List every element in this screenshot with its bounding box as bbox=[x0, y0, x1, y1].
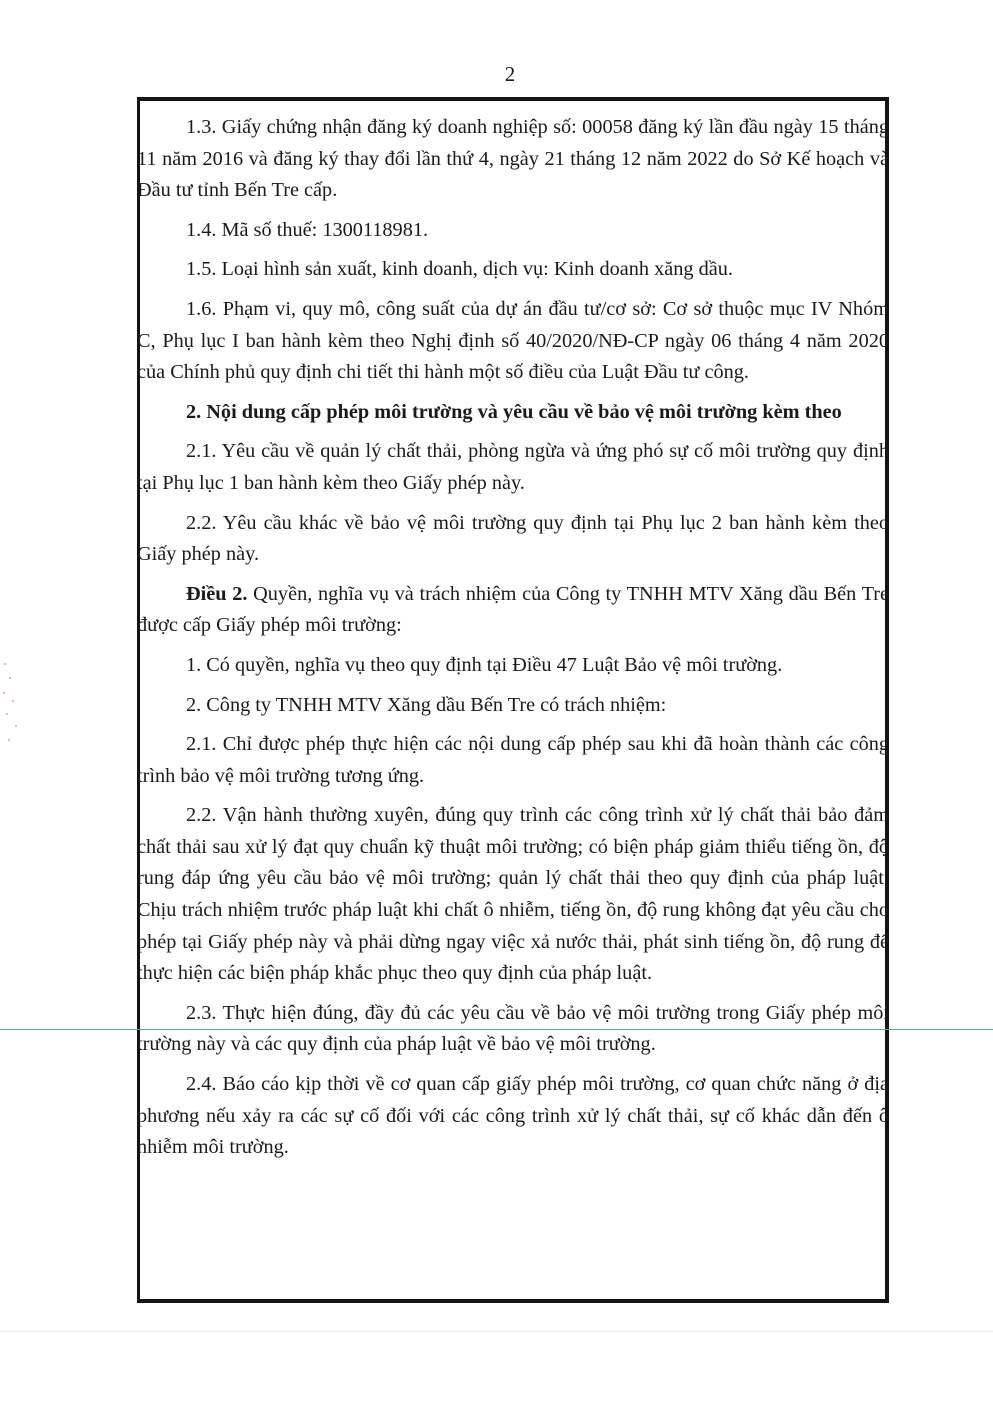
paragraph-1-5: 1.5. Loại hình sản xuất, kinh doanh, dịch vụ: Kinh doanh xăng dầu. bbox=[186, 258, 733, 281]
stamp-residue bbox=[0, 655, 26, 755]
section-2-heading: 2. Nội dung cấp phép môi trường và yêu cầu về bảo vệ môi trường kèm theo bbox=[186, 400, 842, 423]
page-number: 2 bbox=[504, 62, 516, 86]
article-2-label: Điều 2. bbox=[186, 582, 248, 605]
article-2-item-2-2: 2.2. Vận hành thường xuyên, đúng quy trình các công trình xử lý chất thải bảo đảm chất thải sau xử lý đạt quy chuẩn kỹ thuật môi trường; có biện pháp giảm thiểu tiếng ồn, độ rung đáp ứng yêu cầu bảo vệ môi trường; quản lý chất thải theo quy định của pháp luật. Chịu trách nhiệm trước pháp luật khi chất ô nhiễm, tiếng ồn, độ rung không đạt yêu cầu cho phép tại Giấy phép này và phải dừng ngay việc xả nước thải, phát sinh tiếng ồn, độ rung để thực hiện các biện pháp khắc phục theo quy định của pháp luật. bbox=[137, 804, 889, 985]
paragraph-1-6: 1.6. Phạm vi, quy mô, công suất của dự án đầu tư/cơ sở: Cơ sở thuộc mục IV Nhóm C, Phụ lục I ban hành kèm theo Nghị định số 40/2020/NĐ-CP ngày 06 tháng 4 năm 2020 của Chính phủ quy định chi tiết thi hành một số điều của Luật Đầu tư công. bbox=[137, 297, 889, 384]
article-2-item-2-1: 2.1. Chỉ được phép thực hiện các nội dung cấp phép sau khi đã hoàn thành các công trình bảo vệ môi trường tương ứng. bbox=[137, 733, 889, 787]
paragraph-1-4: 1.4. Mã số thuế: 1300118981. bbox=[186, 218, 429, 241]
paragraph-2-2: 2.2. Yêu cầu khác về bảo vệ môi trường quy định tại Phụ lục 2 ban hành kèm theo Giấy phép này. bbox=[137, 511, 889, 566]
article-2-item-2: 2. Công ty TNHH MTV Xăng dầu Bến Tre có trách nhiệm: bbox=[186, 693, 667, 716]
article-2-text: Quyền, nghĩa vụ và trách nhiệm của Công ty TNHH MTV Xăng dầu Bến Tre được cấp Giấy phép môi trường: bbox=[137, 582, 890, 637]
article-2-item-2-3: 2.3. Thực hiện đúng, đầy đủ các yêu cầu về bảo vệ môi trường trong Giấy phép môi trường này và các quy định của pháp luật về bảo vệ môi trường. bbox=[137, 1001, 889, 1056]
article-2-item-2-4: 2.4. Báo cáo kịp thời về cơ quan cấp giấy phép môi trường, cơ quan chức năng ở địa phương nếu xảy ra các sự cố đối với các công trình xử lý chất thải, sự cố khác dẫn đến ô nhiễm môi trường. bbox=[137, 1073, 889, 1159]
article-2-item-1: 1. Có quyền, nghĩa vụ theo quy định tại Điều 47 Luật Bảo vệ môi trường. bbox=[186, 653, 783, 676]
paragraph-1-3: 1.3. Giấy chứng nhận đăng ký doanh nghiệp số: 00058 đăng ký lần đầu ngày 15 tháng 11 năm 2016 và đăng ký thay đổi lần thứ 4, ngày 21 tháng 12 năm 2022 do Sở Kế hoạch và Đầu tư tỉnh Bến Tre cấp. bbox=[137, 116, 889, 202]
page-bottom-rule bbox=[0, 1331, 993, 1332]
article-2-intro bbox=[137, 579, 889, 642]
document-body bbox=[137, 112, 889, 1172]
scan-line bbox=[0, 1029, 993, 1030]
paragraph-2-1: 2.1. Yêu cầu về quản lý chất thải, phòng ngừa và ứng phó sự cố môi trường quy định tại Phụ lục 1 ban hành kèm theo Giấy phép này. bbox=[137, 440, 889, 494]
